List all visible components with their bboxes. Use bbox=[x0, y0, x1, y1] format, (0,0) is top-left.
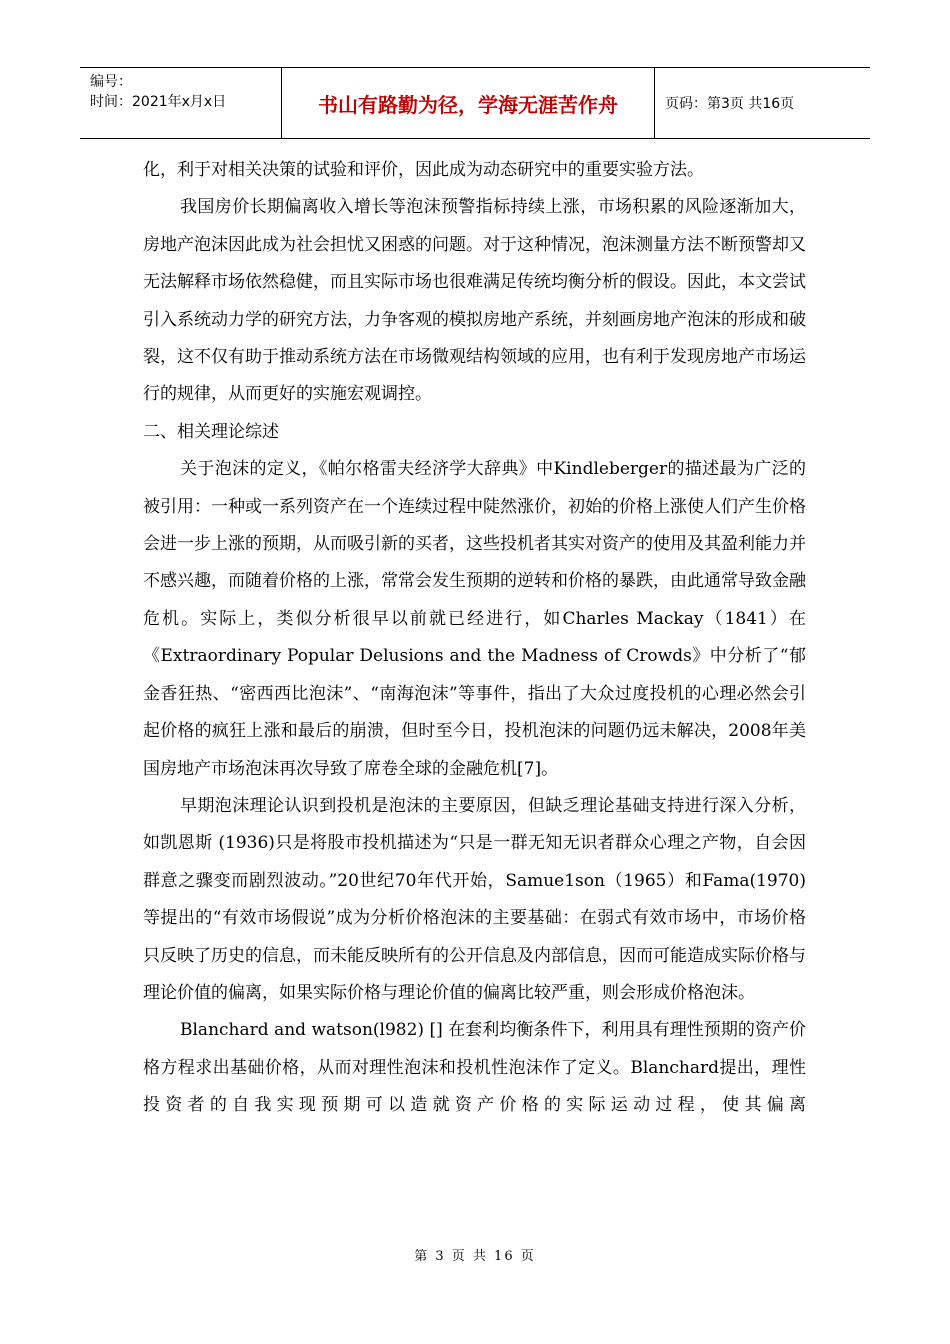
header-page-info: 页码：第3页 共16页 bbox=[665, 96, 795, 112]
document-number-label: 编号： bbox=[90, 74, 132, 90]
page-header bbox=[80, 67, 870, 139]
header-meta bbox=[80, 68, 282, 138]
paragraph-housing-bubble: 我国房价长期偏离收入增长等泡沫预警指标持续上涨，市场积累的风险逐渐加大，房地产泡沫因此成为社会担忧又困惑的问题。对于这种情况，泡沫测量方法不断预警却又无法解释市场依然稳健，而且实际市场也很难满足传统均衡分析的假设。因此，本文尝试引入系统动力学的研究方法，力争客观的模拟房地产系统，并刻画房地产泡沫的形成和破裂，这不仅有助于推动系统方法在市场微观结构领域的应用，也有利于发现房地产市场运行的规律，从而更好的实施宏观调控。 bbox=[143, 197, 806, 405]
paragraph-continuation: 化，利于对相关决策的试验和评价，因此成为动态研究中的重要实验方法。 bbox=[143, 160, 704, 180]
paragraph-blanchard: Blanchard and watson(l982) [] 在套利均衡条件下，利用具有理性预期的资产价格方程求出基础价格，从而对理性泡沫和投机性泡沫作了定义。Blanchard提出，理性投资者的自我实现预期可以造就资产价格的实际运动过程，使其偏离 bbox=[143, 1020, 806, 1116]
document-time: 时间：2021年x月x日 bbox=[90, 94, 227, 110]
document-body bbox=[143, 152, 806, 1125]
page-footer: 第 3 页 共 16 页 bbox=[414, 1249, 536, 1264]
header-motto: 书山有路勤为径，学海无涯苦作舟 bbox=[282, 68, 655, 138]
paragraph-early-theory: 早期泡沫理论认识到投机是泡沫的主要原因，但缺乏理论基础支持进行深入分析，如凯恩斯 (1936)只是将股市投机描述为“只是一群无知无识者群众心理之产物，自会因群意之骤变而剧烈波动。”20世纪70年代开始，Samue1son（1965）和Fama(1970)等提出的“有效市场假说”成为分析价格泡沫的主要基础：在弱式有效市场中，市场价格只反映了历史的信息，而未能反映所有的公开信息及内部信息，因而可能造成实际价格与理论价值的偏离，如果实际价格与理论价值的偏离比较严重，则会形成价格泡沫。 bbox=[143, 795, 806, 1003]
section-heading: 二、相关理论综述 bbox=[143, 421, 279, 442]
paragraph-bubble-definition: 关于泡沫的定义，《帕尔格雷夫经济学大辞典》中Kindleberger的描述最为广泛的被引用：一种或一系列资产在一个连续过程中陡然涨价，初始的价格上涨使人们产生价格会进一步上涨的预期，从而吸引新的买者，这些投机者其实对资产的使用及其盈利能力并不感兴趣，而随着价格的上涨，常常会发生预期的逆转和价格的暴跌，由此通常导致金融危机。实际上，类似分析很早以前就已经进行，如Charles Mackay（1841）在 《Extraordinary Popular Delusions and the Madness of Crowds》中分析了“郁金香狂热、“密西西比泡沫”、“南海泡沫”等事件，指出了大众过度投机的心理必然会引起价格的疯狂上涨和最后的崩溃，但时至今日，投机泡沫的问题仍远未解决，2008年美国房地产市场泡沫再次导致了席卷全球的金融危机[7]。 bbox=[143, 459, 806, 779]
